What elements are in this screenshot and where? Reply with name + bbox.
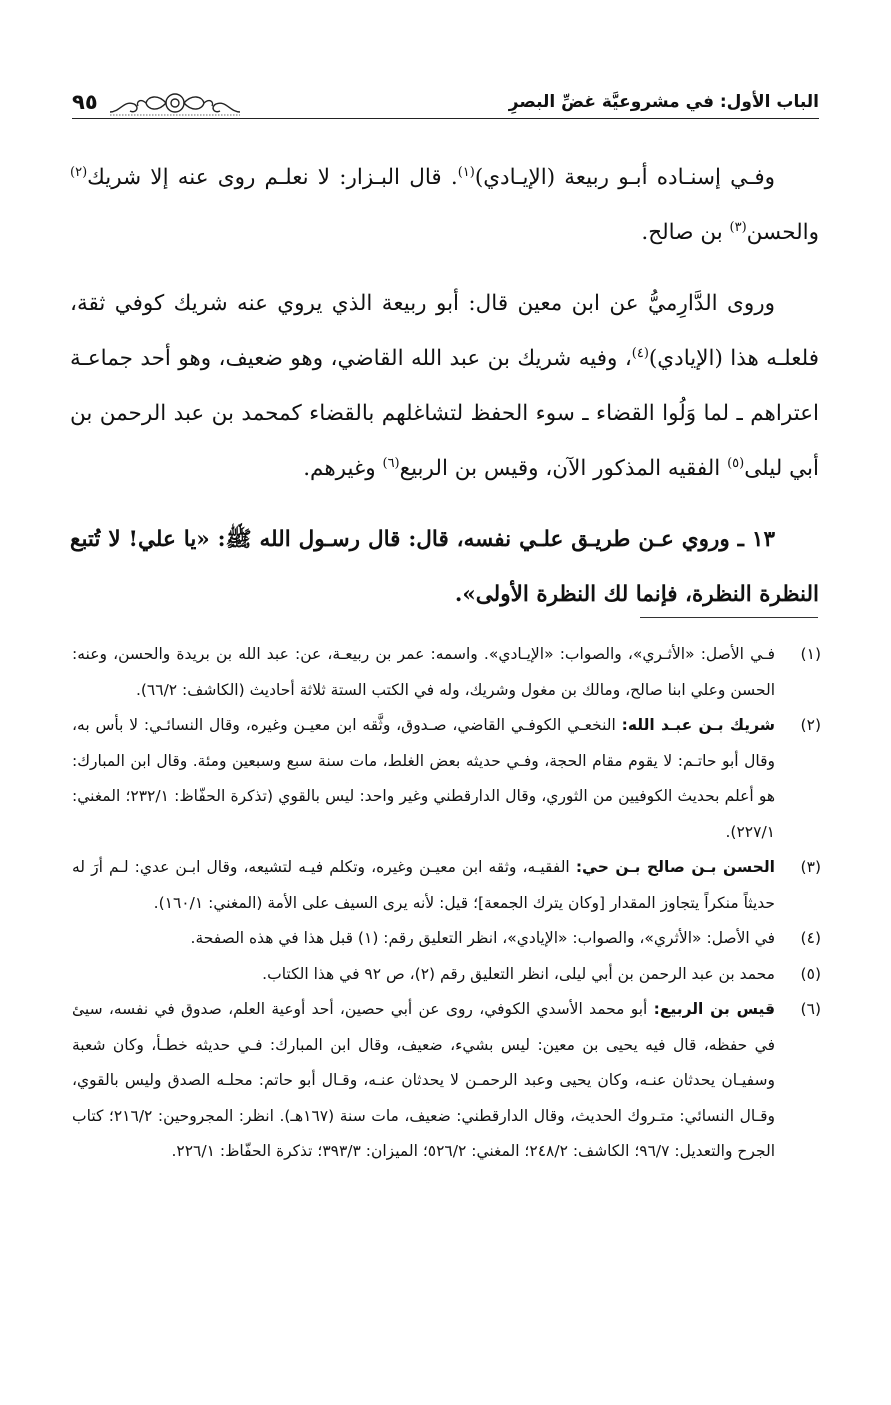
footnote-lead: قيس بن الربيع: <box>653 1000 775 1018</box>
footnote-number: (٤) <box>800 929 821 947</box>
page-header <box>72 78 819 118</box>
footnote-text: في الأصل: «الأثري»، والصواب: «الإيادي»، انظر التعليق رقم: (١) قبل هذا في هذه الصفحة. <box>190 929 775 947</box>
footnote-item <box>72 637 821 708</box>
footnote-ref: (٣) <box>729 219 747 235</box>
footnote-number: (٣) <box>800 858 821 876</box>
main-text <box>70 150 819 638</box>
page-number-group <box>72 90 244 118</box>
hadith-paragraph: ١٣ ـ وروي عـن طريـق علـي نفسه، قال: قال رسـول الله ﷺ: «يا علي! لا تُتبع النظرة النظرة، فإنما لك النظرة الأولى». <box>70 527 819 607</box>
footnote-text: شريك بـن عبـد الله: النخعـي الكوفـي القاضي، صـدوق، وثَّقه ابن معيـن وغيره، وقال النسائـي: لا بأس به، وقال أبو حاتـم: لا يقوم مقام الحجة، وفـي حديثه بعض الغلط، مات سنة سبع وسبعين ومئة. وقال ابن المبارك: هو أعلم بحديث الكوفيين من الثوري، وقال الدارقطني وغير واحد: ليس بالقوي (تذكرة الحفّاظ: ٢٣٢/١؛ المغني: ٢٢٧/١). <box>72 716 775 841</box>
footnote-ref: (١) <box>457 164 475 180</box>
footnote-item <box>72 921 821 957</box>
footnote-number: (٥) <box>800 964 821 983</box>
footnote-text: الحسن بـن صالح بـن حي: الفقيـه، وثقه ابن معيـن وغيره، وتكلم فيـه لتشيعه، وقال ابـن عدي: لـم أرَ له حديثاً منكراً يتجاوز المقدار [وكان يترك الجمعة]؛ قيل: لأنه يرى السيف على الأمة (المغني: ١٦٠/١). <box>72 858 775 912</box>
footnote-text: محمد بن عبد الرحمن بن أبي ليلى، انظر التعليق رقم (٢)، ص ٩٢ في هذا الكتاب. <box>262 964 775 983</box>
paragraph: وروى الدَّارِميُّ عن ابن معين قال: أبو ربيعة الذي يروي عنه شريك كوفي ثقة، فلعلـه هذا (الإيادي)$^{(٤)}$، وفيه شريك بن عبد الله القاضي، وهو ضعيف، وهو أحد جماعـة اعتراهم ـ لما وَلُوا القضاء ـ سوء الحفظ لتشاغلهم بالقضاء كمحمد بن عبد الرحمن بن أبي ليلى$^{(٥)}$ الفقيه المذكور الآن، وقيس بن الربيع$^{(٦)}$ وغيرهم. <box>70 291 819 481</box>
footnote-item <box>72 850 821 921</box>
footnote-ref: (٥) <box>727 455 745 471</box>
footnote-ref: (٤) <box>631 345 649 361</box>
footnote-separator <box>640 617 818 618</box>
footnote-item <box>72 957 821 993</box>
footnote-item <box>72 708 821 850</box>
footnote-ref: (٦) <box>382 455 400 471</box>
paragraph: وفـي إسنـاده أبـو ربيعة (الإيـادي)$^{(١)}$. قال البـزار: لا نعلـم روى عنه إلا شريك$^{(٢)}$ والحسن$^{(٣)}$ بن صالح. <box>70 164 819 245</box>
footnote-text: فـي الأصل: «الأثـري»، والصواب: «الإيـادي». واسمه: عمر بن ربيعـة، عن: عبد الله بن بريدة والحسن، وعنه: الحسن وعلي ابنا صالح، ومالك بن مغول وشريك، وله في الكتب الستة ثلاثة أحاديث (الكاشف: ٦٦/٢). <box>72 645 775 699</box>
footnote-item <box>72 992 821 1170</box>
header-rule <box>72 118 819 119</box>
page-number: ٩٥ <box>72 90 98 114</box>
footnote-number: (١) <box>800 645 821 663</box>
running-title: الباب الأول: في مشروعيَّة غضِّ البصرِ <box>508 92 819 112</box>
footnote-ref: (٢) <box>70 164 88 180</box>
floral-ornament-icon <box>106 90 244 118</box>
footnote-text: قيس بن الربيع: أبو محمد الأسدي الكوفي، روى عن أبي حصين، أحد أوعية العلم، صدوق في نفسه، سيئ في حفظه، قال فيه يحيى بن معين: ليس بشيء، ضعيف، وقال ابن المبارك: فـي حديثه خطـأ، وكان شعبة وسفيـان يحدثان عنـه، وكان يحيى وعبد الرحمـن لا يحدثان عنـه، وقـال أبو حاتم: محلـه الصدق وليس بالقوي، وقـال النسائي: متـروك الحديث، وقال الدارقطني: ضعيف، مات سنة (١٦٧هـ). انظر: المجروحين: ٢١٦/٢؛ كتاب الجرح والتعديل: ٩٦/٧؛ الكاشف: ٢٤٨/٢؛ المغني: ٥٢٦/٢؛ الميزان: ٣٩٣/٣؛ تذكرة الحفّاظ: ٢٢٦/١. <box>72 1000 775 1160</box>
footnote-lead: الحسن بـن صالح بـن حي: <box>575 858 775 876</box>
footnote-number: (٢) <box>800 716 821 734</box>
footnotes <box>72 637 821 1170</box>
footnote-number: (٦) <box>800 1000 821 1018</box>
footnote-lead: شريك بـن عبـد الله: <box>621 716 775 734</box>
